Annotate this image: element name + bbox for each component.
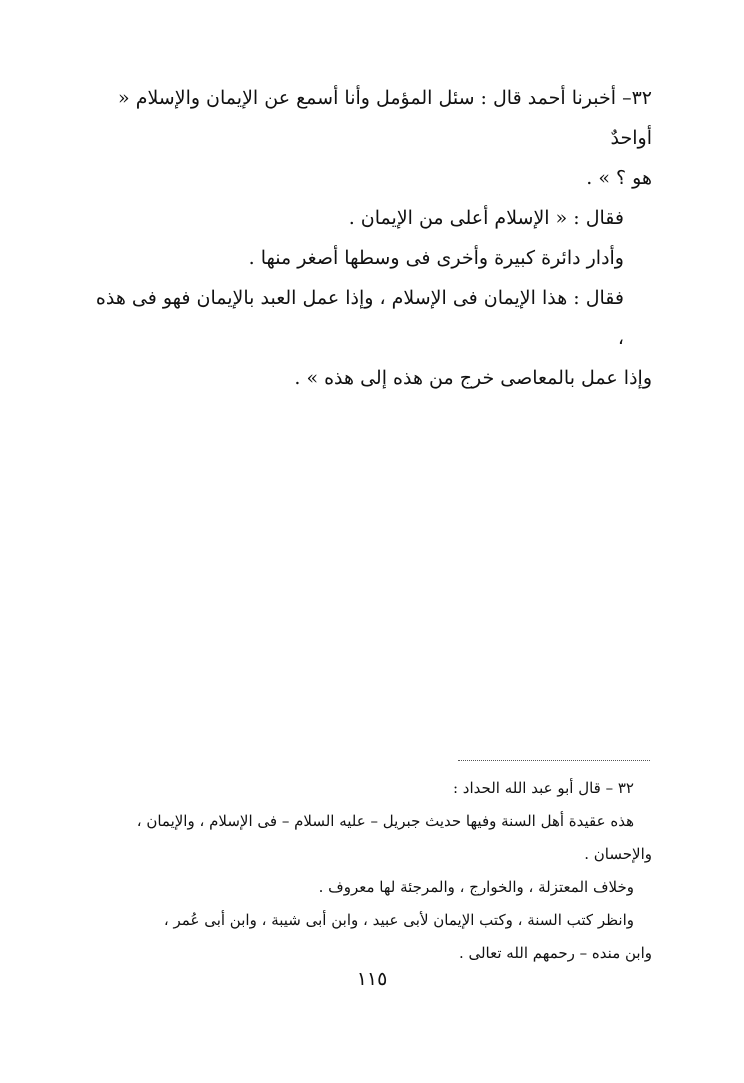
footnotes-block: [87, 772, 652, 970]
hadith-line-6: وإذا عمل بالمعاصى خرج من هذه إلى هذه » .: [294, 367, 652, 389]
page-number: ١١٥: [356, 968, 388, 990]
hadith-line-3: فقال : « الإسلام أعلى من الإيمان .: [348, 207, 624, 229]
footnote-line-3: وخلاف المعتزلة ، والخوارج ، والمرجئة لها معروف .: [318, 878, 634, 896]
footnote-separator: [458, 760, 650, 761]
footnote-line-2: والإحسان .: [584, 845, 652, 863]
hadith-line-4: وأدار دائرة كبيرة وأخرى فى وسطها أصغر منها .: [248, 247, 624, 269]
main-text-block: [87, 78, 652, 398]
footnote-line-1: هذه عقيدة أهل السنة وفيها حديث جبريل – عليه السلام – فى الإسلام ، والإيمان ،: [136, 812, 634, 830]
footnote-heading: ٣٢ – قال أبو عبد الله الحداد :: [452, 779, 634, 797]
hadith-line-5: فقال : هذا الإيمان فى الإسلام ، وإذا عمل العبد بالإيمان فهو فى هذه ،: [95, 287, 624, 349]
footnote-line-4: وانظر كتب السنة ، وكتب الإيمان لأبى عبيد ، وابن أبى شيبة ، وابن أبى عُمر ،: [163, 911, 634, 929]
hadith-line-1: ٣٢– أخبرنا أحمد قال : سئل المؤمل وأنا أسمع عن الإيمان والإسلام « أواحدٌ: [118, 87, 652, 149]
footnote-line-5: وابن منده – رحمهم الله تعالى .: [458, 944, 652, 962]
hadith-line-2: هو ؟ » .: [586, 167, 652, 189]
